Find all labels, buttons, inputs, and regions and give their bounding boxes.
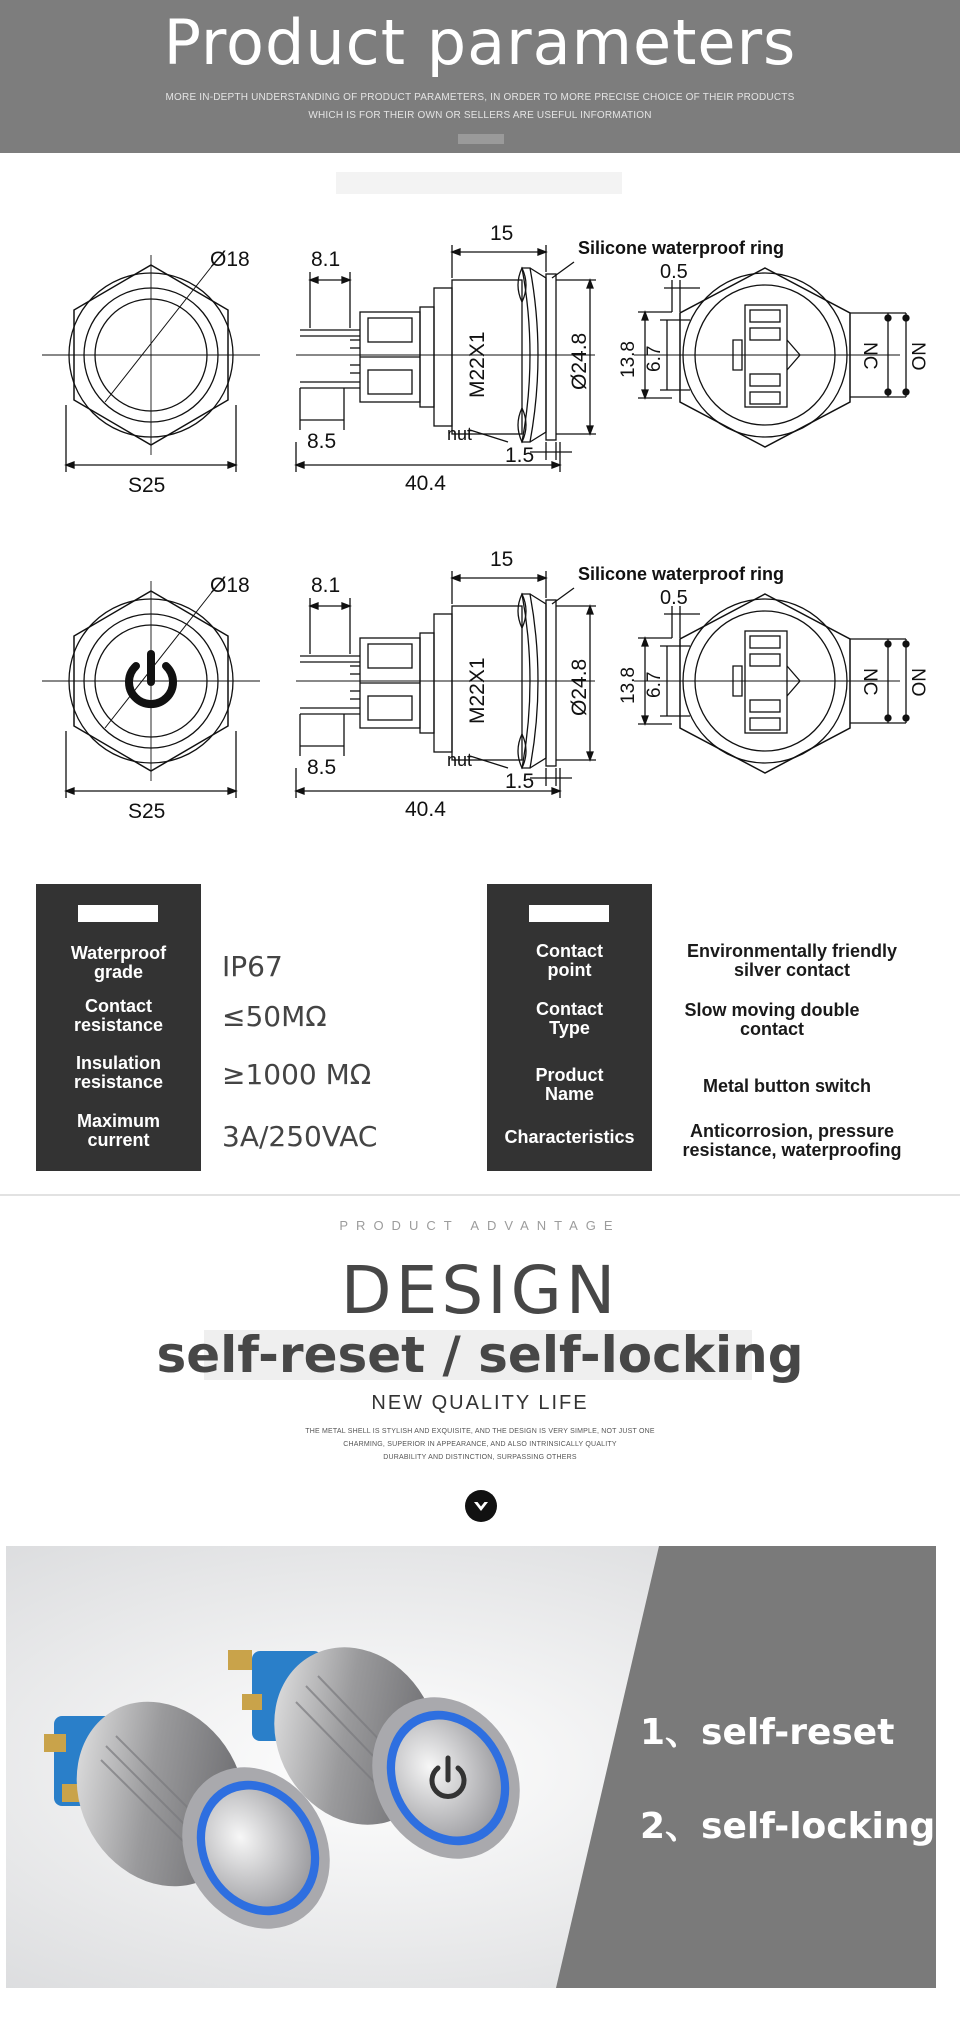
dim-8-5-label: 8.5 — [307, 430, 337, 453]
advantage-tag: PRODUCT ADVANTAGE — [339, 1218, 621, 1233]
dim-8-1-label: 8.1 — [311, 574, 341, 597]
advantage-subheading: self-reset / self-locking — [156, 1326, 804, 1384]
dim-13-8-label: 13.8 — [618, 341, 639, 378]
dim-40-4-label: 40.4 — [405, 472, 446, 495]
dim-40-4-label: 40.4 — [405, 798, 446, 821]
side-view — [296, 571, 596, 798]
spec-label-insulation: Insulation resistance — [73, 1053, 164, 1092]
spec-value-contact-type: Slow moving double contact — [684, 1000, 860, 1039]
hex-size-label: S25 — [128, 800, 166, 823]
product-photo-section — [6, 1546, 936, 1988]
spec-label-waterproof: Waterproof grade — [70, 943, 167, 982]
dim-8-5-label: 8.5 — [307, 756, 337, 779]
spec-label-contact-type: Contact Type — [536, 999, 603, 1038]
nut-label: nut — [447, 424, 473, 444]
spec-value-max-current: 3A/250VAC — [222, 1120, 378, 1153]
thread-label: M22X1 — [466, 657, 489, 724]
waterproof-ring-label: Silicone waterproof ring — [578, 564, 785, 584]
dimension-drawing-flat — [0, 210, 960, 530]
diameter-18-label: Ø18 — [210, 248, 250, 271]
spec-label-contact-resistance: Contact resistance — [73, 996, 164, 1035]
spec-value-insulation: ≥1000 MΩ — [222, 1058, 372, 1091]
dim-13-8-label: 13.8 — [618, 667, 639, 704]
dim-15-label: 15 — [490, 222, 514, 245]
dim-0-5-label: 0.5 — [660, 261, 688, 283]
spec-value-product-name: Metal button switch — [703, 1076, 871, 1096]
hex-size-label: S25 — [128, 474, 166, 497]
dimension-drawing-power — [0, 536, 960, 856]
advantage-desc-line1: THE METAL SHELL IS STYLISH AND EXQUISITE, AND THE DESIGN IS VERY SIMPLE, NOT JUST ONE — [305, 1428, 655, 1435]
spec-table-left — [36, 884, 436, 1171]
scroll-down-button[interactable] — [465, 1490, 497, 1522]
feature-self-locking: 2、self-locking — [640, 1806, 936, 1847]
spec-label-max-current: Maximum current — [76, 1111, 161, 1150]
page-title: Product parameters — [163, 6, 797, 79]
spec-value-contact-point: Environmentally friendly silver contact — [686, 941, 898, 980]
dim-0-5-label: 0.5 — [660, 587, 688, 609]
diameter-18-label: Ø18 — [210, 574, 250, 597]
spec-label-contact-point: Contact point — [536, 941, 603, 980]
spec-value-waterproof: IP67 — [222, 950, 283, 983]
spec-label-characteristics: Characteristics — [504, 1127, 635, 1147]
front-view — [42, 581, 260, 798]
spec-value-contact-resistance: ≤50MΩ — [222, 1000, 327, 1033]
no-label: NO — [907, 668, 928, 697]
spec-table-right — [487, 884, 927, 1171]
advantage-desc-line2: CHARMING, SUPERIOR IN APPEARANCE, AND ALSO INTRINSICALLY QUALITY — [343, 1441, 617, 1448]
advantage-tagline: NEW QUALITY LIFE — [371, 1392, 589, 1414]
chevron-down-icon — [465, 1490, 497, 1522]
label-panel-tab — [78, 905, 158, 922]
header-subtitle-line2: WHICH IS FOR THEIR OWN OR SELLERS ARE USEFUL INFORMATION — [308, 110, 652, 121]
spec-label-panel-right — [487, 884, 652, 1171]
no-label: NO — [907, 342, 928, 371]
front-view — [42, 255, 260, 472]
diameter-24-8-label: Ø24.8 — [568, 658, 591, 716]
section-divider — [0, 1194, 960, 1196]
advantage-heading: DESIGN — [340, 1252, 620, 1329]
thread-label: M22X1 — [466, 331, 489, 398]
side-view — [296, 245, 596, 472]
label-panel-tab — [529, 905, 609, 922]
spec-label-panel-left — [36, 884, 201, 1171]
decorative-strip — [336, 172, 622, 194]
nc-label: NC — [859, 342, 880, 370]
advantage-desc-line3: DURABILITY AND DISTINCTION, SURPASSING OTHERS — [383, 1454, 577, 1461]
waterproof-ring-label: Silicone waterproof ring — [578, 238, 785, 258]
spec-label-product-name: Product Name — [535, 1065, 604, 1104]
dim-1-5-label: 1.5 — [505, 444, 535, 467]
header-banner — [0, 0, 960, 153]
dim-15-label: 15 — [490, 548, 514, 571]
diameter-24-8-label: Ø24.8 — [568, 332, 591, 390]
dim-1-5-label: 1.5 — [505, 770, 535, 793]
nut-label: nut — [447, 750, 473, 770]
feature-self-reset: 1、self-reset — [640, 1712, 895, 1753]
nc-label: NC — [859, 668, 880, 696]
spec-value-characteristics: Anticorrosion, pressure resistance, waterproofing — [682, 1121, 902, 1160]
header-subtitle-line1: MORE IN-DEPTH UNDERSTANDING OF PRODUCT PARAMETERS, IN ORDER TO MORE PRECISE CHOICE OF THEIR PRODUCTS — [165, 92, 795, 103]
dim-6-7-label: 6.7 — [644, 345, 665, 372]
header-accent-bar — [458, 134, 504, 144]
dim-6-7-label: 6.7 — [644, 671, 665, 698]
dim-8-1-label: 8.1 — [311, 248, 341, 271]
